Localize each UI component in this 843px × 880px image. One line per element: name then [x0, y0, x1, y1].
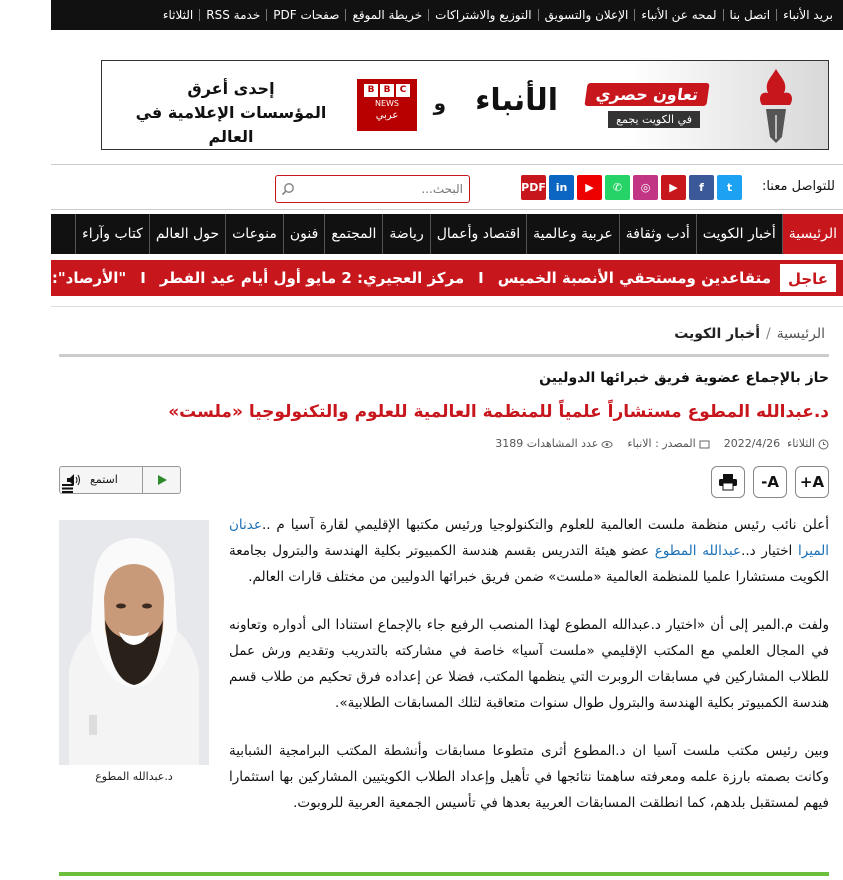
photo-caption: د.عبدالله المطوع [95, 770, 173, 783]
nav-item-economy[interactable]: اقتصاد وأعمال [430, 214, 526, 254]
nav-item-literature[interactable]: أدب وثقافة [619, 214, 696, 254]
article-photo [59, 520, 209, 765]
current-day: الثلاثاء [162, 8, 194, 22]
meta-views-count: 3189 [495, 437, 524, 450]
top-links-bar [51, 0, 843, 30]
bbc-letter: B [380, 84, 394, 97]
search-input[interactable] [298, 179, 463, 199]
slogan-line-1: إحدى أعرق [187, 79, 275, 98]
paragraph-text: أعلن نائب رئيس منظمة ملست العالمية للعلوم والتكنولوجيا ورئيس مكتبها الإقليمي لقارة آسيا م .. [261, 517, 829, 533]
nav-item-kuwait-news[interactable]: أخبار الكويت [696, 214, 782, 254]
divider [59, 872, 829, 876]
facebook-icon[interactable]: f [689, 175, 714, 200]
partnership-banner[interactable] [101, 60, 829, 150]
breadcrumb-current[interactable]: أخبار الكويت [674, 326, 761, 342]
paragraph-text: عضو هيئة التدريس بقسم هندسة الكمبيوتر بكلية الهندسة والبترول بجامعة الكويت مستشارا علميا للمنظمة العالمية «ملست» ضمن فريق خبرائها الدوليين من مختلف قارات العالم. [229, 543, 829, 585]
listen-player [59, 466, 181, 494]
cooperation-sub-label: في الكويت يجمع [608, 111, 700, 128]
meta-source-value: المصدر : الانباء [627, 437, 696, 450]
nav-item-home[interactable]: الرئيسية [782, 214, 843, 254]
link-distribution[interactable]: التوزيع والاشتراكات [428, 9, 537, 21]
article-tools [711, 466, 829, 498]
breaking-ticker [1, 260, 772, 296]
article-kicker: حاز بالإجماع عضوية فريق خبرائها الدوليين [539, 370, 829, 386]
article-paragraph [229, 512, 829, 590]
eye-icon [601, 439, 613, 450]
breaking-item[interactable]: متقاعدين ومستحقي الأنصبة الخميس [497, 269, 771, 287]
article-meta [495, 437, 829, 450]
article-paragraph: ولفت م.المير إلى أن «اختيار د.عبدالله المطوع لهذا المنصب الرفيع جاء بالإجماع استنادا الى أدواره وتعاونه في المجال العلمي مع المكتب الإقليمي «ملست آسيا» خاصة في مشاركته بالتدريب وتقديم ورش عمل للطلاب المشاركين في مسابقات الروبرت التي ينظمها المكتب، فضلا عن إعداده فرق تحكيم من طلاب قسم هندسة الكمبيوتر بكلية الهندسة والبترول طوال سنوات متعاقبة لتلك المسابقات الطلابية». [229, 617, 829, 711]
search-box [275, 175, 470, 203]
follow-us-label: للتواصل معنا: [761, 179, 835, 194]
bbc-letter: C [396, 84, 410, 97]
link-pdf-pages[interactable]: صفحات PDF [266, 9, 345, 21]
link-about[interactable]: لمحه عن الأنباء [634, 9, 722, 21]
divider [59, 354, 829, 357]
breaking-item[interactable]: مركز العجيري: 2 مايو أول أيام عيد الفطر [159, 269, 465, 287]
divider [51, 306, 843, 307]
breaking-news-bar [0, 260, 843, 296]
linkedin-icon[interactable]: in [549, 175, 574, 200]
font-decrease-button[interactable]: A- [753, 466, 787, 498]
nav-item-misc[interactable]: منوعات [225, 214, 283, 254]
source-icon [699, 439, 710, 450]
link-advertising[interactable]: الإعلان والتسويق [538, 9, 635, 21]
person-link-adnan[interactable]: عدنان الميرا [229, 517, 829, 559]
bbc-arabic-label: عربي [375, 110, 399, 121]
whatsapp-icon[interactable]: ✆ [605, 175, 630, 200]
ticker-separator: I [478, 269, 484, 287]
listen-play-button[interactable] [142, 467, 180, 493]
social-icons [521, 175, 742, 200]
meta-date [724, 437, 829, 450]
ticker-separator: I [140, 269, 146, 287]
cooperation-label: تعاون حصري [584, 83, 709, 106]
nav-item-sports[interactable]: رياضة [382, 214, 429, 254]
print-icon [718, 473, 738, 491]
breaking-item[interactable]: "الأرصاد": طقس [0, 269, 127, 287]
social-search-row [51, 164, 843, 210]
article-paragraph: وبين رئيس مكتب ملست آسيا ان د.المطوع أثرى متطوعا مسابقات وأنشطة المكتب البرامجية الشبابية وكانت بصمته بارزة علمه ومعرفته ساهمتا نتائجها في تأهيل وإعداد الطلاب الكويتيين المشاركين بها استثمارا فيهم لمستقبل بلدهم، كما انطلقت المسابقات العربية بعدها في تأسيس الجمعية العربية للروبوت. [229, 743, 829, 811]
search-icon[interactable] [281, 182, 295, 196]
play-icon[interactable]: ▶ [661, 175, 686, 200]
portrait-image [59, 520, 209, 765]
article-headline: د.عبدالله المطوع مستشاراً علمياً للمنظمة العالمية للعلوم والتكنولوجيا «ملست» [168, 402, 829, 422]
banner-slogan [116, 77, 346, 149]
pen-logo-icon [746, 65, 806, 145]
clock-icon [818, 439, 829, 450]
slogan-line-2: المؤسسات الإعلامية في العالم [135, 103, 327, 146]
link-sitemap[interactable]: خريطة الموقع [345, 9, 428, 21]
nav-item-society[interactable]: المجتمع [324, 214, 382, 254]
breadcrumb-home[interactable]: الرئيسية [776, 326, 825, 342]
person-link-abdullah[interactable]: عبدالله المطوع [654, 543, 742, 559]
bbc-letter: B [364, 84, 378, 97]
link-rss[interactable]: خدمة RSS [199, 9, 266, 21]
link-contact[interactable]: اتصل بنا [723, 9, 777, 21]
menu-icon[interactable] [62, 483, 73, 493]
article-body [229, 512, 829, 838]
nav-item-arab-world[interactable]: عربية وعالمية [526, 214, 619, 254]
anbaa-logo: الأنباء [475, 83, 558, 118]
print-button[interactable] [711, 466, 745, 498]
instagram-icon[interactable]: ◎ [633, 175, 658, 200]
twitter-icon[interactable]: t [717, 175, 742, 200]
nav-item-arts[interactable]: فنون [283, 214, 324, 254]
bbc-news-label: NEWS [374, 99, 400, 108]
pdf-icon[interactable]: PDF [521, 175, 546, 200]
bbc-arabic-logo [357, 79, 417, 131]
meta-views [495, 437, 613, 450]
meta-views-label: عدد المشاهدات [526, 437, 599, 450]
font-increase-button[interactable]: A+ [795, 466, 829, 498]
meta-source [627, 437, 709, 450]
and-label: و [433, 91, 446, 115]
meta-day: الثلاثاء [787, 437, 815, 450]
nav-item-around-world[interactable]: حول العالم [149, 214, 225, 254]
youtube-icon[interactable]: ▶ [577, 175, 602, 200]
breadcrumb [674, 326, 825, 342]
paragraph-text: اختيار د.. [741, 543, 799, 559]
listen-label: استمع [90, 473, 118, 486]
breaking-label: عاجل [779, 263, 837, 293]
link-anbaa-mail[interactable]: بريد الأنباء [776, 9, 839, 21]
play-icon [156, 474, 168, 486]
breadcrumb-separator: / [766, 326, 771, 342]
nav-item-opinions[interactable]: كتاب وآراء [75, 214, 149, 254]
main-nav [51, 214, 843, 254]
meta-date-value: 2022/4/26 [723, 437, 781, 450]
